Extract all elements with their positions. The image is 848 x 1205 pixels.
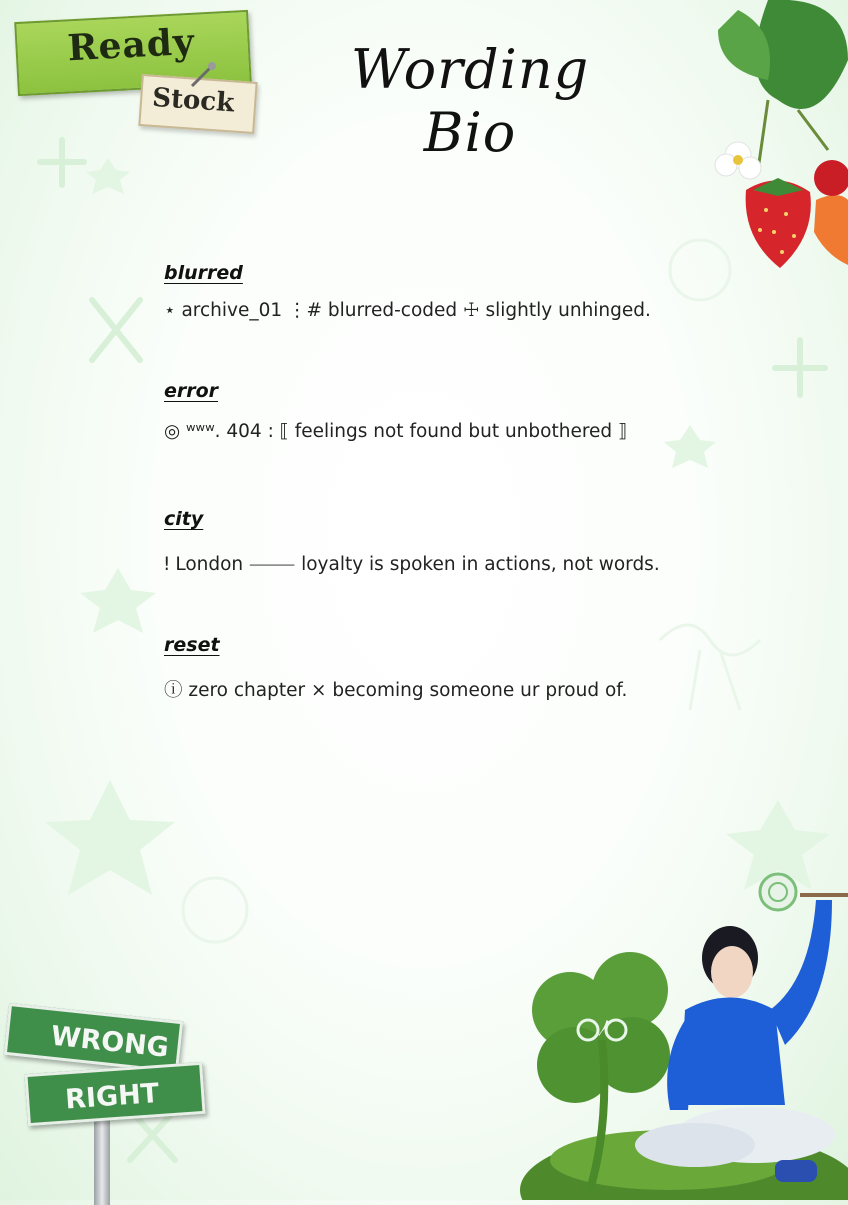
background-sparkle-icon [775,340,825,395]
background-sparkle-icon [40,140,84,185]
section-heading: error [164,380,219,402]
street-sign-right [24,1062,205,1126]
strawberry-icon [746,180,811,268]
strawberry-icon [814,195,848,265]
ready-label: Ready [66,20,196,70]
background-swirl-icon [670,240,730,300]
background-bow-icon [660,625,760,710]
leaf-icon [718,10,770,80]
section-text: ⋆ archive_01 ⋮# blurred-coded ☩ slightly unhinged. [164,300,651,321]
person-illustration [520,860,848,1200]
street-sign-wrong [4,1003,183,1073]
section-heading: reset [164,634,220,656]
background-star-icon [664,425,716,468]
section-reset [164,634,628,701]
background-star-icon [80,568,156,633]
background-star-icon [86,158,130,194]
lollipop-icon [760,874,848,910]
section-heading: city [164,508,204,530]
street-sign-label: WRONG [49,1020,171,1064]
pin-icon [188,60,218,90]
strawberry-illustration [698,0,848,280]
sign-post [94,1115,110,1205]
section-error [164,380,628,442]
background-sparkle-icon [92,300,140,360]
background-star-icon [45,780,175,895]
leaf-icon [755,0,848,109]
section-text: ◎ ʷʷʷ. 404 : ⟦ feelings not found but unbothered ⟧ [164,421,628,442]
page-title: Wording Bio [350,38,590,164]
flower-icon [715,142,761,179]
section-blurred [164,262,651,321]
section-city [164,508,660,575]
street-sign-label: RIGHT [64,1077,161,1116]
stock-label: Stock [151,82,236,119]
section-text: ⓘ zero chapter × becoming someone ur proud of. [164,680,628,701]
background-swirl-icon [183,878,247,942]
section-text: ǃ London ⸻ loyalty is spoken in actions, not words. [164,554,660,575]
section-heading: blurred [164,262,243,284]
